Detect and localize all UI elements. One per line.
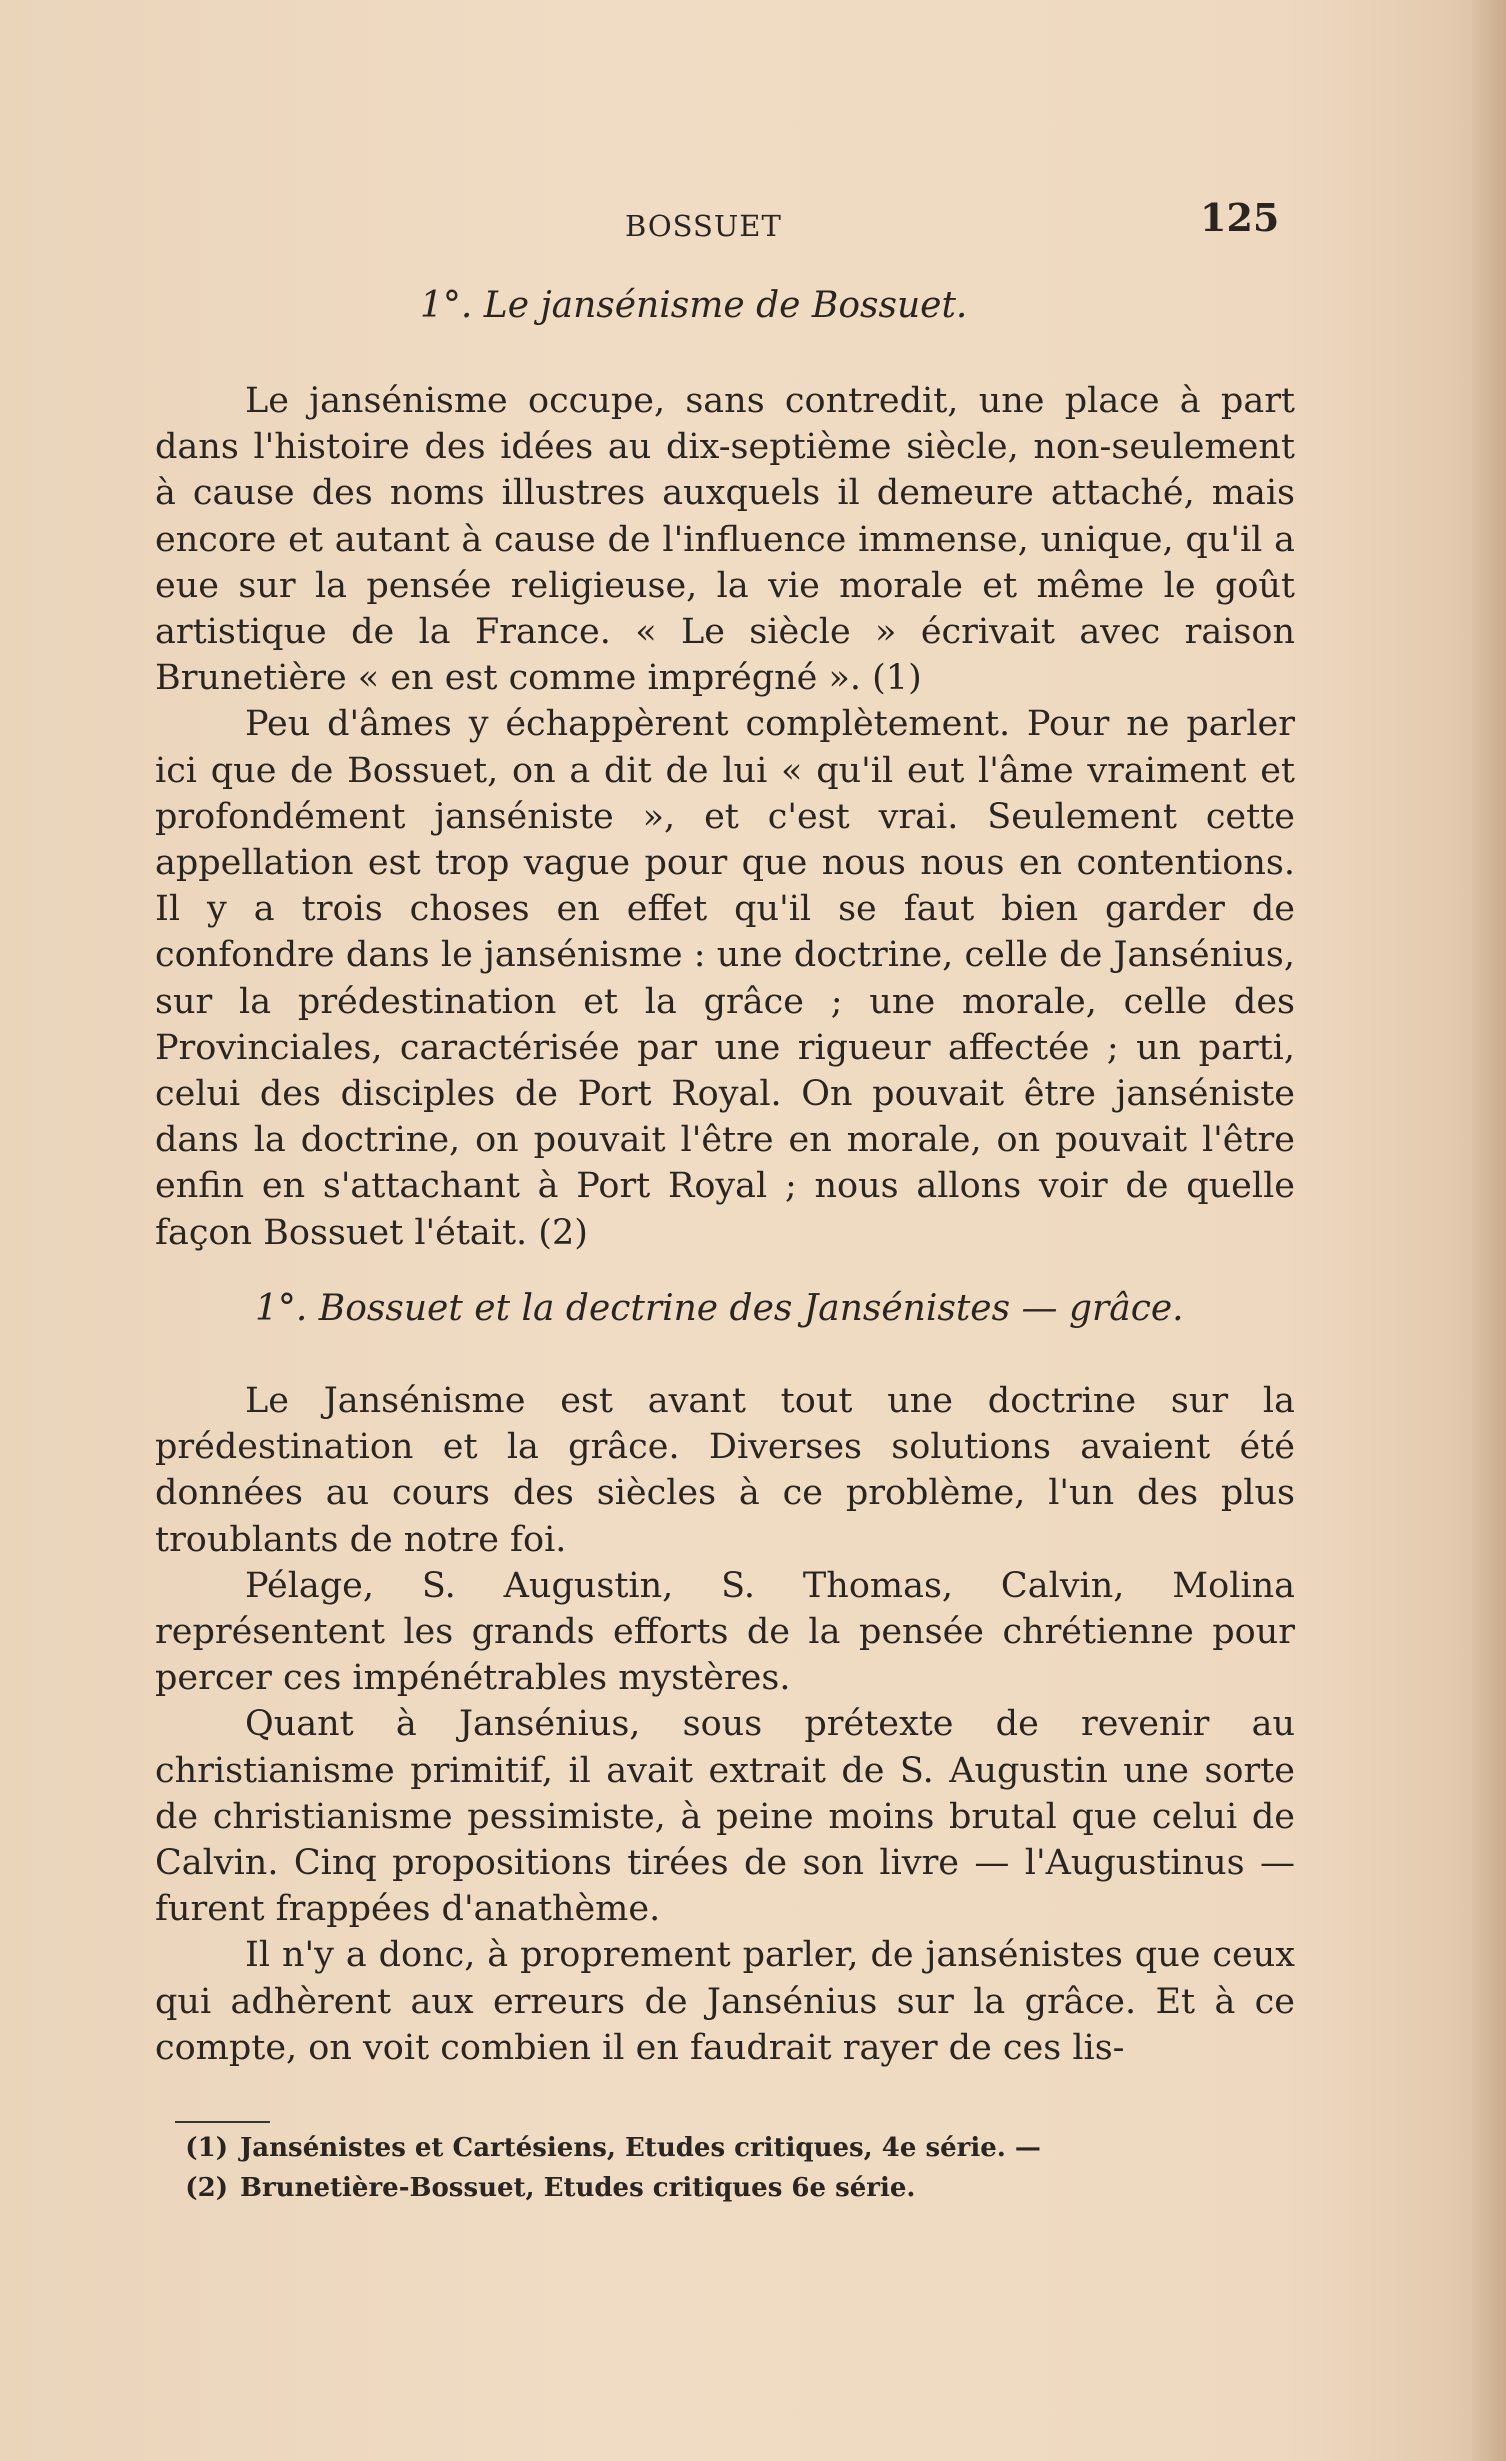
footnote-mark: (2) [185,2173,228,2203]
body-text-section-2 [155,1378,1295,2071]
footnote-text: Jansénistes et Cartésiens, Etudes critiques, 4e série. — [240,2133,1041,2163]
body-text-section-1 [155,378,1295,1256]
footnote-text: Brunetière-Bossuet, Etudes critiques 6e série. [240,2173,916,2203]
footnote [160,2128,1340,2168]
paragraph: Il n'y a donc, à proprement parler, de jansénistes que ceux qui adhèrent aux erreurs de Jansénius sur la grâce. Et à ce compte, on voit combien il en faudrait rayer de ces lis- [155,1935,1295,2068]
running-head: BOSSUET [625,209,782,243]
paragraph: Peu d'âmes y échappèrent complètement. Pour ne parler ici que de Bossuet, on a dit de lui « qu'il eut l'âme vraiment et profondément janséniste », et c'est vrai. Seulement cette appellation est trop vague pour que nous nous en contentions. Il y a trois choses en effet qu'il se faut bien garder de confondre dans le jansénisme : une doctrine, celle de Jansénius, sur la prédestination et la grâce ; une morale, celle des Provinciales, caractérisée par une rigueur affectée ; un parti, celui des disciples de Port Royal. On pouvait être janséniste dans la doctrine, on pouvait l'être en morale, on pouvait l'être enfin en s'attachant à Port Royal ; nous allons voir de quelle façon Bossuet l'était. (2) [155,704,1295,1253]
subsection-heading: 1°. Bossuet et la dectrine des Jansénistes — grâce. [255,1288,1184,1329]
paragraph: Pélage, S. Augustin, S. Thomas, Calvin, Molina représentent les grands efforts de la pensée chrétienne pour percer ces impénétrables mystères. [155,1565,1295,1699]
paragraph: Le Jansénisme est avant tout une doctrine sur la prédestination et la grâce. Diverses solutions avaient été données au cours des siècles à ce problème, l'un des plus troublants de notre foi. [155,1381,1295,1560]
page-edge [1472,0,1506,2461]
paragraph: Quant à Jansénius, sous prétexte de revenir au christianisme primitif, il avait extrait de S. Augustin une sorte de christianisme pessimiste, à peine moins brutal que celui de Calvin. Cinq propositions tirées de son livre — l'Augustinus — furent frappées d'anathème. [155,1704,1295,1930]
page-number: 125 [1200,195,1280,240]
page-header [155,195,1285,265]
footnote-divider [175,2121,270,2123]
section-heading: 1°. Le jansénisme de Bossuet. [420,285,968,326]
footnote [160,2168,1340,2208]
paragraph: Le jansénisme occupe, sans contredit, une place à part dans l'histoire des idées au dix-septième siècle, non-seulement à cause des noms illustres auxquels il demeure attaché, mais encore et autant à cause de l'influence immense, unique, qu'il a eue sur la pensée religieuse, la vie morale et même le goût artistique de la France. « Le siècle » écrivait avec raison Brunetière « en est comme imprégné ». (1) [155,381,1295,699]
footnote-mark: (1) [185,2133,228,2163]
footnotes [160,2128,1340,2208]
